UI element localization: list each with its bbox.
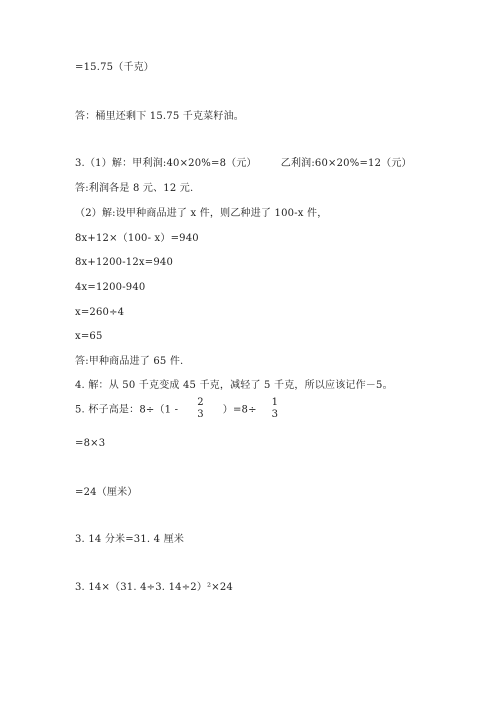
fraction-numerator: 2 <box>197 397 204 408</box>
fraction-denominator: 3 <box>197 409 204 420</box>
equation-line-6: =8×3 <box>75 438 106 449</box>
calc-result-line: =15.75（千克） <box>75 62 155 73</box>
problem-3-part-1-line <box>75 157 412 171</box>
fraction-two-thirds <box>194 397 207 421</box>
problem-5-line <box>75 398 283 422</box>
equation-line-1: 8x+12×（100- x）=940 <box>75 233 199 244</box>
volume-expression-line: 3. 14×（31. 4÷3. 14÷2）²×24 <box>75 582 233 593</box>
profit-b-text: 乙利润:60×20%=12（元） <box>280 158 412 169</box>
answer-line-goods: 答:甲种商品进了 65 件. <box>75 356 184 367</box>
unit-conversion-line: 3. 14 分米=31. 4 厘米 <box>75 534 185 545</box>
equation-line-4: x=260÷4 <box>75 307 125 318</box>
equation-line-3: 4x=1200-940 <box>75 282 146 293</box>
fraction-denominator: 3 <box>271 409 279 420</box>
problem-5-prefix: 5. 杯子高是：8÷（1 - <box>75 404 179 416</box>
fraction-numerator: 1 <box>271 397 279 408</box>
answer-line-profit: 答:利润各是 8 元、12 元. <box>75 183 194 194</box>
equation-line-2: 8x+1200-12x=940 <box>75 257 174 268</box>
fraction-one-third <box>269 397 282 421</box>
answer-line-oil: 答：桶里还剩下 15.75 千克菜籽油。 <box>75 111 244 122</box>
problem-5-middle: ）=8÷ <box>222 404 257 416</box>
profit-a-text: 3.（1）解：甲利润:40×20%=8（元） <box>75 158 257 169</box>
problem-3-part-2-setup: （2）解:设甲种商品进了 x 件，则乙种进了 100-x 件， <box>75 208 328 219</box>
result-height-line: =24（厘米） <box>75 487 138 498</box>
equation-line-5: x=65 <box>75 331 103 342</box>
problem-4-line: 4. 解：从 50 千克变成 45 千克，减轻了 5 千克，所以应该记作－5。 <box>75 380 393 391</box>
